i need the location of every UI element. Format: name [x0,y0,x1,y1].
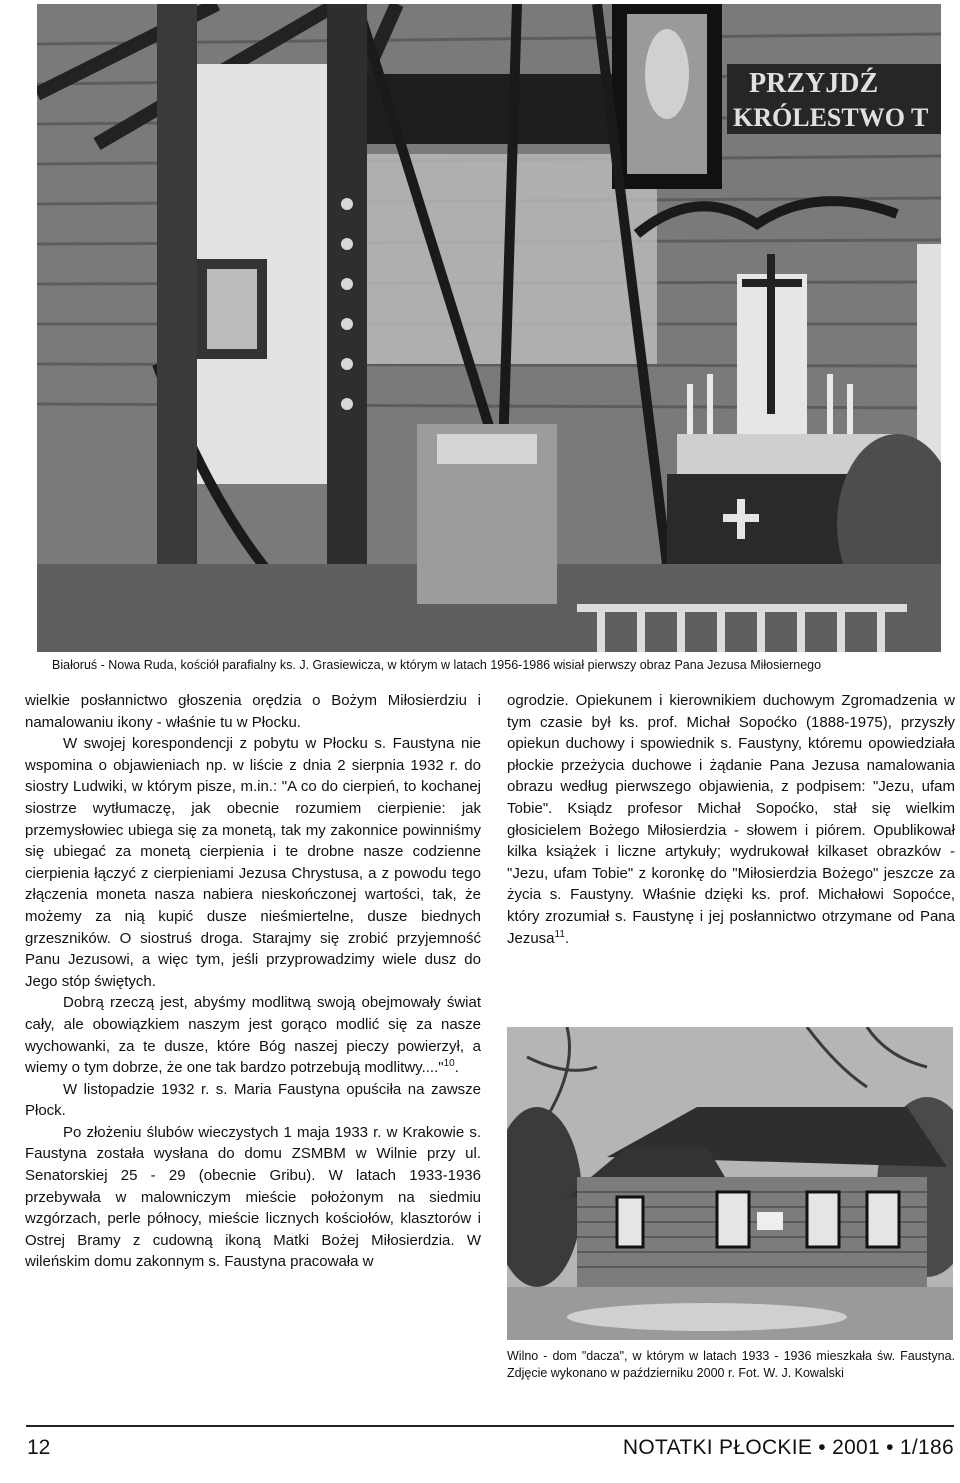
photo-caption-house [507,1348,955,1382]
house-image [507,1027,953,1340]
left-paragraph-1b: W swojej korespondencji z pobytu w Płocku s. Faustyna nie wspomina o objawieniach np. w liście z dnia 2 sierpnia 1932 r. do siostry Ludwiki, w którym pisze, m.in.: "A co do cierpień, to kochanej siostrze wytłumaczę, jak obecnie rozumiem cierpienie: jak przemysłowiec ubiega się za monetą, tak my zakonnice powinniśmy się ubiegać za monetą cierpienia i te drobne nasze codzienne cierpienia łączyć z cierpieniami Jezusa Chrystusa, a z powodu tego złączenia moneta nasza nabiera nieskończonej wartości, tak, że możemy za nią kupić dusze nieśmiertelne, dusze biednych grzeszników. O siostruś droga. Starajmy się zrobić przyjemność Panu Jezusowi, a więc tym, jeśli przyprowadzimy wiele dusz do Jego stóp świętych. [25,735,481,990]
footer-rule [26,1425,954,1427]
church-interior-image [37,4,941,652]
photo-caption-house-text: Wilno - dom "dacza", w którym w latach 1933 - 1936 mieszkała św. Faustyna. Zdjęcie wykonano w październiku 2000 r. Fot. W. J. Kowalski [507,1349,955,1380]
left-paragraph-2-end: . [454,1059,459,1077]
left-paragraph-3: W listopadzie 1932 r. s. Maria Faustyna opuściła na zawsze Płock. [25,1080,481,1120]
footnote-11: 11 [554,928,565,940]
page-number: 12 [27,1436,51,1459]
left-paragraph-4: Po złożeniu ślubów wieczystych 1 maja 1933 r. w Krakowie s. Faustyna została wysłana do domu ZSMBM w Wilnie przy ul. Senatorskiej 25 - 29 (obecnie Gribu). W latach 1933-1936 przebywała w malowniczym mieście położonym na siedmiu wzgórzach, perle północy, mieście licznych kościołów, klasztorów i Ostrej Bramy z cudowną ikoną Matki Bożej Miłosierdzia. W wileńskim domu zakonnym s. Faustyna pracowała w [25,1123,481,1271]
right-paragraph-1-end: . [564,929,570,947]
church-interior-photo [37,4,941,652]
photo-caption-top: Białoruś - Nowa Ruda, kościół parafialny ks. J. Grasiewicza, w którym w latach 1956-1986 wisiał pierwszy obraz Pana Jezusa Miłosiernego [52,658,822,672]
right-paragraph-1-text: ogrodzie. Opiekunem i kierownikiem duchowym Zgromadzenia w tym czasie był ks. prof. Michał Sopoćko (1888-1975), przyszły opiekun duchowy i spowiednik s. Faustyny, któremu opowiedziała płockie przeżycia duchowe i żądanie Pana Jezusa namalowania obrazu według pierwszego objawienia, z podpisem: "Jezu, ufam Tobie". Ksiądz profesor Michał Sopoćko, stał się wielkim głosicielem Bożego Miłosierdzia - słowem i piórem. Opublikował kilka książek i liczne artykuły; wydrukował kilkaset obrazków - "Jezu, ufam Tobie" z koronkę do "Miłosierdzia Bożego" jeszcze za życia s. Faustyny. Właśnie dzięki ks. prof. Michałowi Sopoćce, który zrozumiał s. Faustynę i jej posłannictwo otrzymane od Pana Jezusa [507,692,955,947]
banner-text-1: PRZYJDŹ [749,68,879,99]
house-photo [507,1027,953,1340]
footnote-10: 10 [443,1058,455,1070]
banner-text-2: KRÓLESTWO T [733,103,929,132]
left-paragraph-2 [25,992,481,1078]
right-column [507,690,955,949]
left-paragraph-2-text: Dobrą rzeczą jest, abyśmy modlitwą swoją obejmowały świat cały, ale obowiązkiem naszym jest gorąco modlić się za nasze wychowanki, za te dusze, które Bóg naszej pieczy powierzył, a wiemy o tym dobrze, że one tak bardzo potrzebują modlitwy...." [25,994,481,1077]
left-paragraph-1a: wielkie posłannictwo głoszenia orędzia o Bożym Miłosierdziu i namalowaniu ikony - właśnie tu w Płocku. [25,692,481,731]
left-column [25,690,481,1273]
journal-title: NOTATKI PŁOCKIE • 2001 • 1/186 [622,1436,954,1459]
right-paragraph-1 [507,690,955,949]
